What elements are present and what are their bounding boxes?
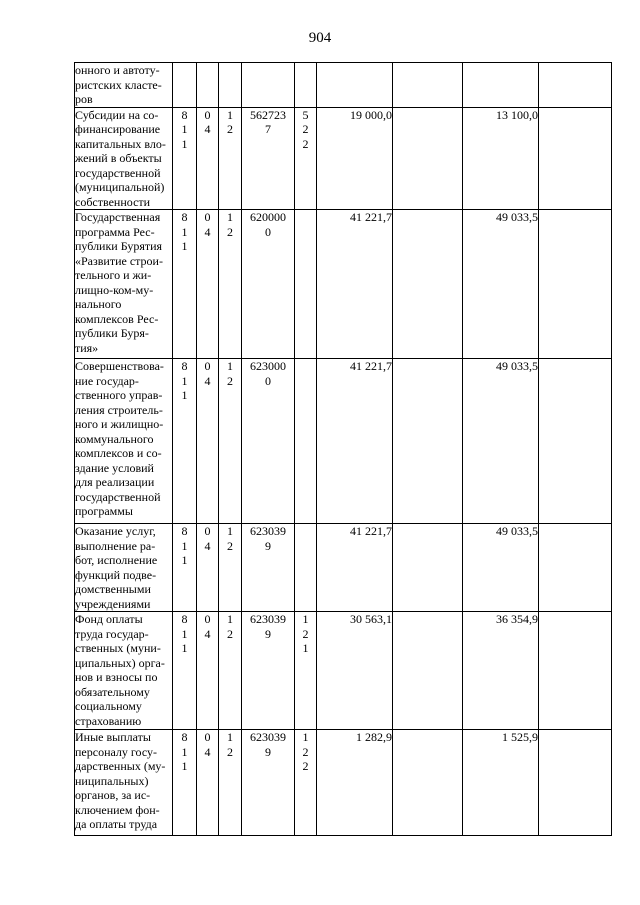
expense-type-code [295,524,317,612]
empty-cell [393,730,463,836]
empty-cell [393,524,463,612]
target-code: 620000 0 [242,210,295,359]
section-code: 0 4 [197,107,219,210]
ved-code: 8 1 1 [173,359,197,524]
subsection-code: 1 2 [219,524,242,612]
expense-type-code: 1 2 2 [295,730,317,836]
subsection-code: 1 2 [219,107,242,210]
target-code: 623039 9 [242,730,295,836]
expense-type-code [295,63,317,108]
ved-code: 8 1 1 [173,612,197,730]
amount-year-2: 49 033,5 [463,210,539,359]
amount-year-1: 41 221,7 [317,359,393,524]
subsection-code [219,63,242,108]
target-code [242,63,295,108]
target-code: 623000 0 [242,359,295,524]
table-row [75,524,612,612]
subsection-code: 1 2 [219,612,242,730]
empty-cell [393,612,463,730]
target-code: 623039 9 [242,524,295,612]
row-name: онного и автоту- ристских класте- ров [75,63,173,108]
ved-code: 8 1 1 [173,730,197,836]
amount-year-2: 49 033,5 [463,524,539,612]
expense-type-code [295,210,317,359]
row-name: Иные выплаты персоналу госу- дарственных (му- ниципальных) органов, за ис- ключением фон- да оплаты труда [75,730,173,836]
amount-year-1: 41 221,7 [317,524,393,612]
empty-cell [539,359,612,524]
amount-year-2: 49 033,5 [463,359,539,524]
empty-cell [393,107,463,210]
section-code: 0 4 [197,612,219,730]
table-row [75,63,612,108]
subsection-code: 1 2 [219,210,242,359]
empty-cell [539,730,612,836]
page-number: 904 [308,30,332,46]
expense-type-code: 1 2 1 [295,612,317,730]
empty-cell [393,210,463,359]
ved-code: 8 1 1 [173,107,197,210]
amount-year-2: 36 354,9 [463,612,539,730]
amount-year-1 [317,63,393,108]
ved-code: 8 1 1 [173,210,197,359]
amount-year-1: 41 221,7 [317,210,393,359]
empty-cell [539,107,612,210]
amount-year-1: 30 563,1 [317,612,393,730]
empty-cell [393,359,463,524]
table-row [75,612,612,730]
empty-cell [393,63,463,108]
row-name: Оказание услуг, выполнение ра- бот, исполнение функций подве- домственными учреждениями [75,524,173,612]
section-code: 0 4 [197,359,219,524]
ved-code [173,63,197,108]
empty-cell [539,63,612,108]
budget-table [74,62,612,836]
row-name: Государственная программа Рес- публики Бурятия «Развитие строи- тельного и жи- лищно-ком-му- нального комплексов Рес- публики Буря- тия» [75,210,173,359]
section-code: 0 4 [197,730,219,836]
section-code [197,63,219,108]
amount-year-2 [463,63,539,108]
amount-year-2: 13 100,0 [463,107,539,210]
empty-cell [539,524,612,612]
row-name: Совершенствова- ние государ- ственного управ- ления строитель- ного и жилищно- коммунального комплексов и со- здание условий для реализации государственной программы [75,359,173,524]
table-row [75,210,612,359]
row-name: Фонд оплаты труда государ- ственных (муни- ципальных) орга- нов и взносы по обязательному социальному страхованию [75,612,173,730]
expense-type-code [295,359,317,524]
empty-cell [539,210,612,359]
amount-year-1: 1 282,9 [317,730,393,836]
amount-year-1: 19 000,0 [317,107,393,210]
table-row [75,730,612,836]
subsection-code: 1 2 [219,359,242,524]
section-code: 0 4 [197,524,219,612]
subsection-code: 1 2 [219,730,242,836]
expense-type-code: 5 2 2 [295,107,317,210]
target-code: 623039 9 [242,612,295,730]
ved-code: 8 1 1 [173,524,197,612]
amount-year-2: 1 525,9 [463,730,539,836]
table-row [75,107,612,210]
table-row [75,359,612,524]
row-name: Субсидии на со- финансирование капитальных вло- жений в объекты государственной (муниципальной) собственности [75,107,173,210]
empty-cell [539,612,612,730]
section-code: 0 4 [197,210,219,359]
target-code: 562723 7 [242,107,295,210]
